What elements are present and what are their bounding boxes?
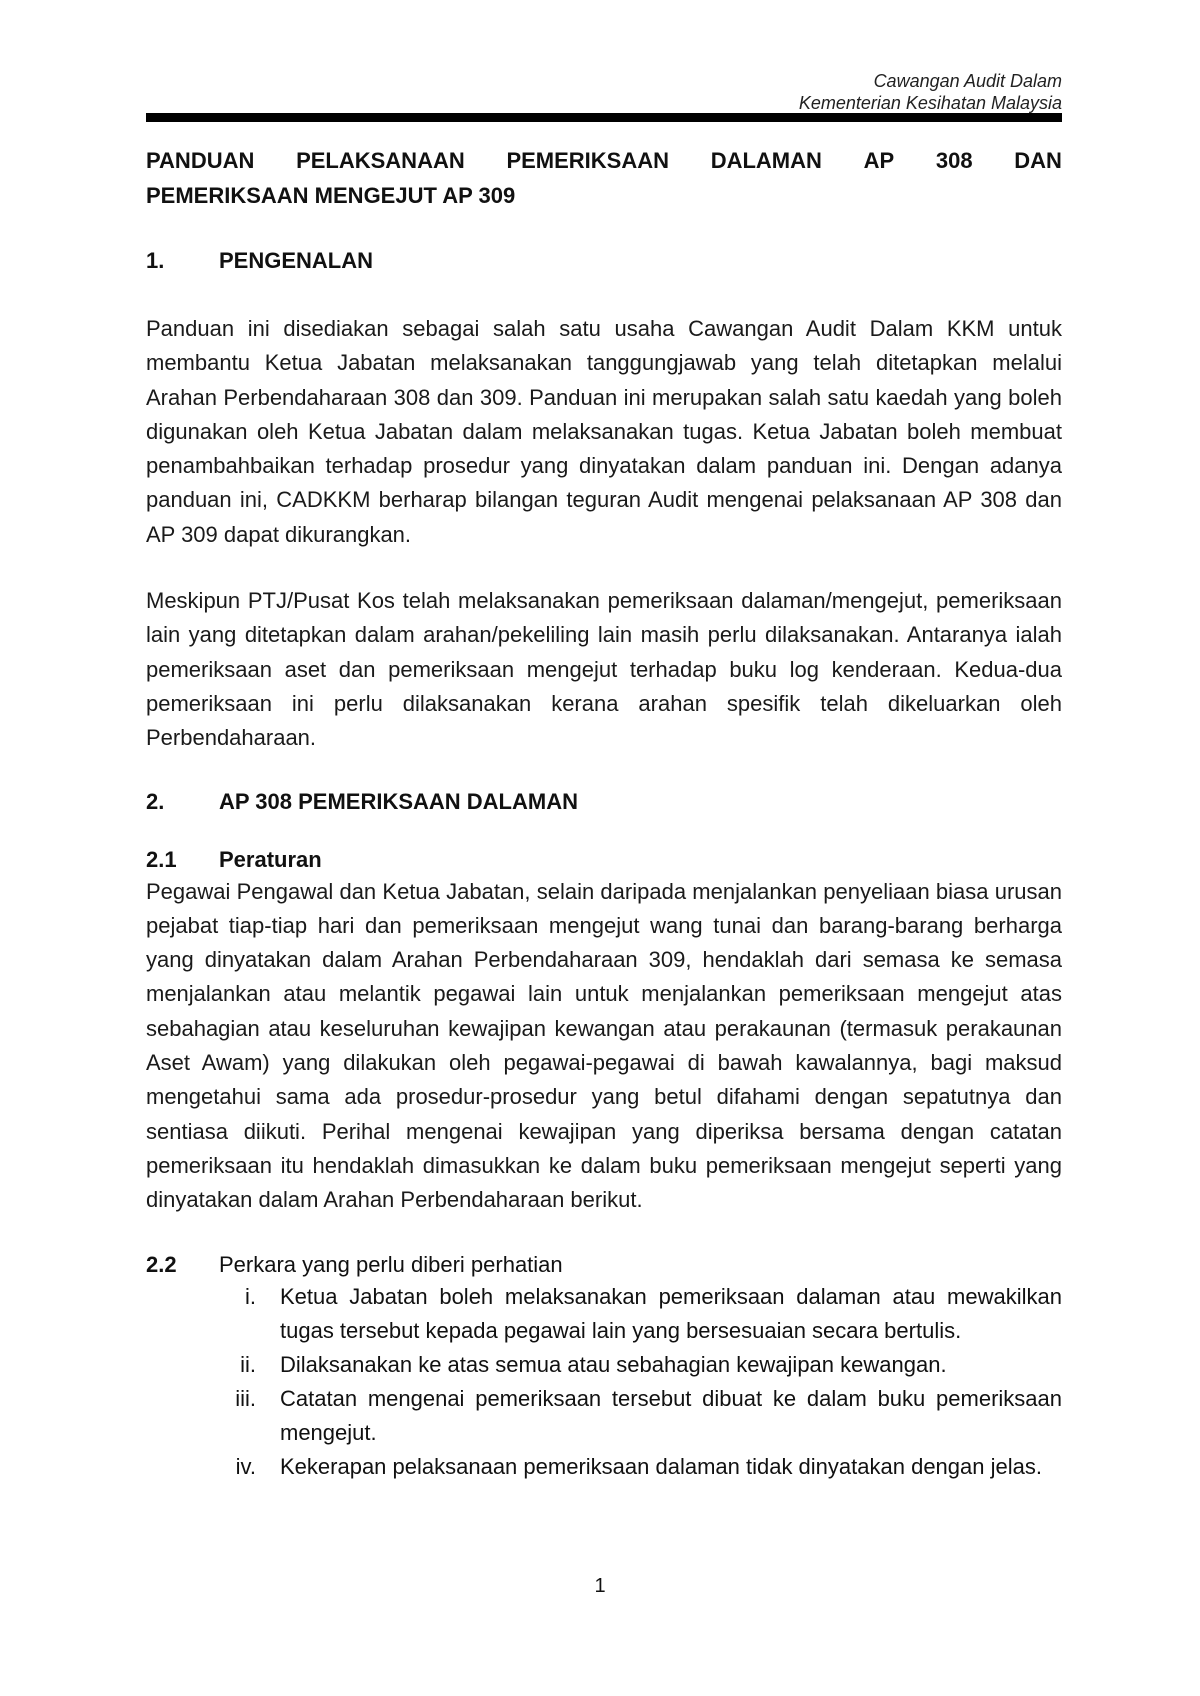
document-body [146,143,1062,1484]
requirements-list [146,1280,1062,1484]
document-title [146,143,1062,213]
list-item-text: Kekerapan pelaksanaan pemeriksaan dalaman tidak dinyatakan dengan jelas. [280,1453,1042,1479]
page-number: 1 [594,1575,606,1597]
subsection-2-2-heading [146,1250,1062,1280]
title-word: DAN [1014,148,1062,173]
header-ministry: Kementerian Kesihatan Malaysia [798,93,1062,113]
section-1-heading [146,246,1062,276]
list-marker: ii. [240,1351,256,1377]
list-item [146,1280,1062,1348]
subsection-number: 2.1 [146,846,177,872]
list-item-text: Catatan mengenai pemeriksaan tersebut dibuat ke dalam buku pemeriksaan mengejut. [280,1385,1062,1445]
title-word: PELAKSANAAN [296,148,465,173]
list-item [146,1382,1062,1450]
list-marker: iv. [235,1453,256,1479]
title-word: DALAMAN [710,148,822,173]
page-header [799,70,1062,114]
list-marker: i. [245,1283,256,1309]
list-marker: iii. [235,1385,256,1411]
list-item-text: Dilaksanakan ke atas semua atau sebahagian kewajipan kewangan. [280,1351,947,1377]
subsection-title: Perkara yang perlu diberi perhatian [219,1251,563,1277]
list-item [146,1348,1062,1382]
list-item-text: Ketua Jabatan boleh melaksanakan pemeriksaan dalaman atau mewakilkan tugas tersebut kepada pegawai lain yang bersesuaian secara bertulis. [280,1283,1062,1343]
title-word: PEMERIKSAAN [506,148,670,173]
section-title: PENGENALAN [219,248,374,273]
section-title: AP 308 PEMERIKSAAN DALAMAN [219,788,578,814]
subsection-2-1-heading [146,845,1062,875]
section-number: 1. [146,248,165,273]
subsection-number: 2.2 [146,1251,177,1277]
section-2-heading [146,787,1062,817]
title-word: AP [863,148,895,173]
title-line-2: PEMERIKSAAN MENGEJUT AP 309 [146,183,516,208]
section-number: 2. [146,788,165,814]
section-1-paragraph-1: Panduan ini disediakan sebagai salah satu usaha Cawangan Audit Dalam KKM untuk membantu Ketua Jabatan melaksanakan tanggungjawab yang telah ditetapkan melalui Arahan Perbendaharaan 308 dan 309. Panduan ini merupakan salah satu kaedah yang boleh digunakan oleh Ketua Jabatan dalam melaksanakan tugas. Ketua Jabatan boleh membuat penambahbaikan terhadap prosedur yang dinyatakan dalam panduan ini. Dengan adanya panduan ini, CADKKM berharap bilangan teguran Audit mengenai pelaksanaan AP 308 dan AP 309 dapat dikurangkan. [146,316,1062,547]
list-item [146,1450,1062,1484]
title-line-1 [146,143,1062,178]
title-word: PANDUAN [146,148,255,173]
subsection-title: Peraturan [219,846,322,872]
header-department: Cawangan Audit Dalam [873,71,1062,91]
subsection-2-1-paragraph: Pegawai Pengawal dan Ketua Jabatan, selain daripada menjalankan penyeliaan biasa urusan pejabat tiap-tiap hari dan pemeriksaan mengejut wang tunai dan barang-barang berharga yang dinyatakan dalam Arahan Perbendaharaan 309, hendaklah dari semasa ke semasa menjalankan atau melantik pegawai lain untuk menjalankan pemeriksaan mengejut atas sebahagian atau keseluruhan kewajipan kewangan atau perakaunan (termasuk perakaunan Aset Awam) yang dilakukan oleh pegawai-pegawai di bawah kawalannya, bagi maksud mengetahui sama ada prosedur-prosedur yang betul difahami dengan sepatutnya dan sentiasa diikuti. Perihal mengenai kewajipan yang diperiksa bersama dengan catatan pemeriksaan itu hendaklah dimasukkan ke dalam buku pemeriksaan mengejut seperti yang dinyatakan dalam Arahan Perbendaharaan berikut. [146,878,1062,1213]
section-1-paragraph-2: Meskipun PTJ/Pusat Kos telah melaksanakan pemeriksaan dalaman/mengejut, pemeriksaan lain yang ditetapkan dalam arahan/pekeliling lain masih perlu dilaksanakan. Antaranya ialah pemeriksaan aset dan pemeriksaan mengejut terhadap buku log kenderaan. Kedua-dua pemeriksaan ini perlu dilaksanakan kerana arahan spesifik telah dikeluarkan oleh Perbendaharaan. [146,588,1062,751]
header-rule [146,113,1062,122]
title-word: 308 [935,148,973,173]
